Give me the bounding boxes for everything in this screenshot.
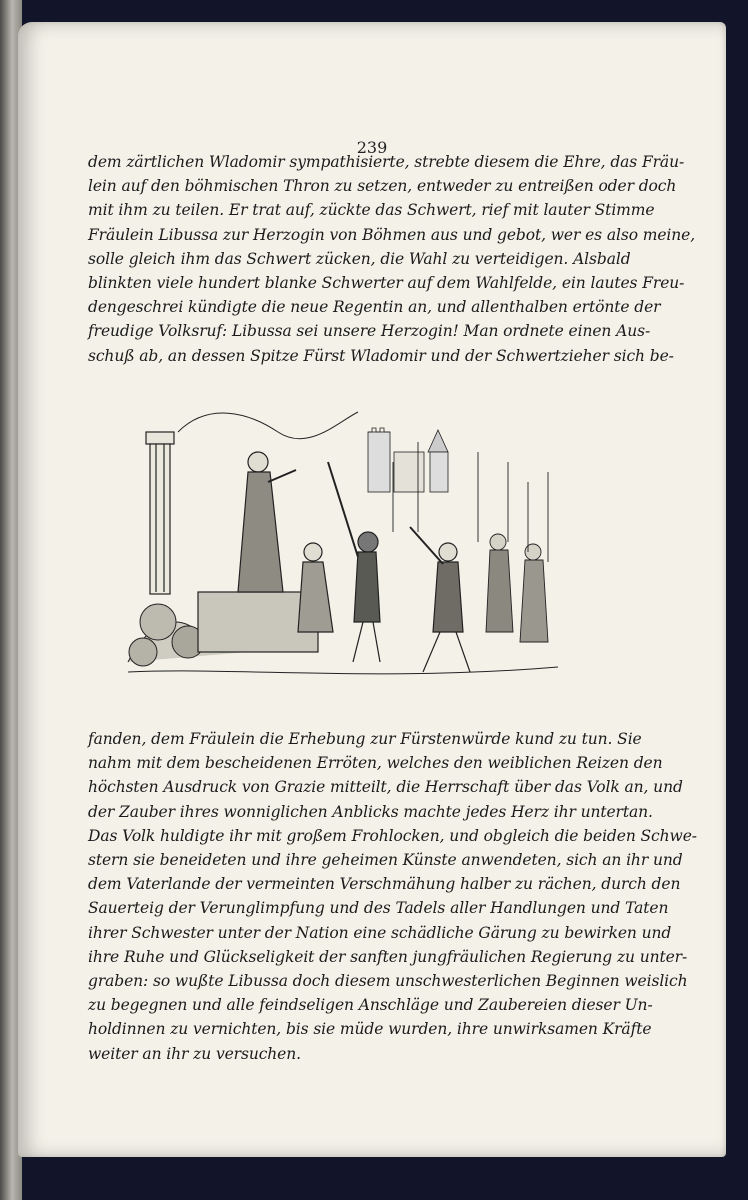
- text-line: graben: so wußte Libussa doch diesem unschwesterlichen Beginnen weislich: [88, 972, 688, 991]
- castle-shape: [368, 428, 448, 492]
- text-line: dem Vaterlande der vermeinten Verschmähung halber zu rächen, durch den: [88, 875, 681, 894]
- text-line: lein auf den böhmischen Thron zu setzen, entweder zu entreißen oder doch: [88, 177, 677, 196]
- engraving-illustration: [118, 392, 568, 692]
- text-line: solle gleich ihm das Schwert zücken, die Wahl zu verteidigen. Alsbald: [88, 249, 631, 268]
- top-paragraph: [88, 150, 696, 368]
- text-line: freudige Volksruf: Libussa sei unsere Herzogin! Man ordnete einen Aus-: [88, 322, 651, 341]
- text-line: dengeschrei kündigte die neue Regentin an, und allenthalben ertönte der: [88, 298, 661, 317]
- text-line: fanden, dem Fräulein die Erhebung zur Fürstenwürde kund zu tun. Sie: [88, 730, 642, 748]
- page-number: 239: [356, 138, 388, 157]
- book-page: [18, 22, 726, 1157]
- kneeling-figure: [298, 543, 333, 632]
- woman-figure: [238, 452, 296, 592]
- text-line: schuß ab, an dessen Spitze Fürst Wladomir und der Schwertzieher sich be-: [88, 346, 674, 365]
- text-line: holdinnen zu vernichten, bis sie müde wurden, ihre unwirksamen Kräfte: [88, 1020, 652, 1039]
- pointing-figure: [410, 527, 470, 672]
- text-line: Das Volk huldigte ihr mit großem Frohlocken, und obgleich die beiden Schwe-: [88, 826, 697, 845]
- text-line: ihrer Schwester unter der Nation eine schädliche Gärung zu bewirken und: [88, 923, 672, 942]
- text-line: nahm mit dem bescheidenen Erröten, welches den weiblichen Reizen den: [88, 754, 663, 773]
- text-line: höchsten Ausdruck von Grazie mitteilt, die Herrschaft über das Volk an, und: [88, 778, 683, 797]
- text-line: stern sie beneideten und ihre geheimen Künste anwendeten, sich an ihr und: [88, 851, 683, 870]
- bottom-paragraph: [88, 727, 697, 1066]
- text-line: blinkten viele hundert blanke Schwerter auf dem Wahlfelde, ein lautes Freu-: [88, 274, 685, 293]
- text-line: dem zärtlichen Wladomir sympathisierte, strebte diesem die Ehre, das Fräu-: [88, 153, 685, 171]
- text-line: ihre Ruhe und Glückseligkeit der sanften jungfräulichen Regierung zu unter-: [88, 947, 688, 966]
- column-shape: [146, 432, 174, 594]
- text-line: zu begegnen und alle feindseligen Anschläge und Zaubereien dieser Un-: [88, 996, 653, 1015]
- text-line: weiter an ihr zu versuchen.: [88, 1044, 301, 1063]
- text-line: Fräulein Libussa zur Herzogin von Böhmen aus und gebot, wer es also meine,: [88, 225, 696, 244]
- text-line: Sauerteig der Verunglimpfung und des Tadels aller Handlungen und Taten: [88, 899, 669, 918]
- text-line: mit ihm zu teilen. Er trat auf, zückte das Schwert, rief mit lauter Stimme: [88, 201, 655, 220]
- text-line: der Zauber ihres wonniglichen Anblicks machte jedes Herz ihr untertan.: [88, 802, 653, 821]
